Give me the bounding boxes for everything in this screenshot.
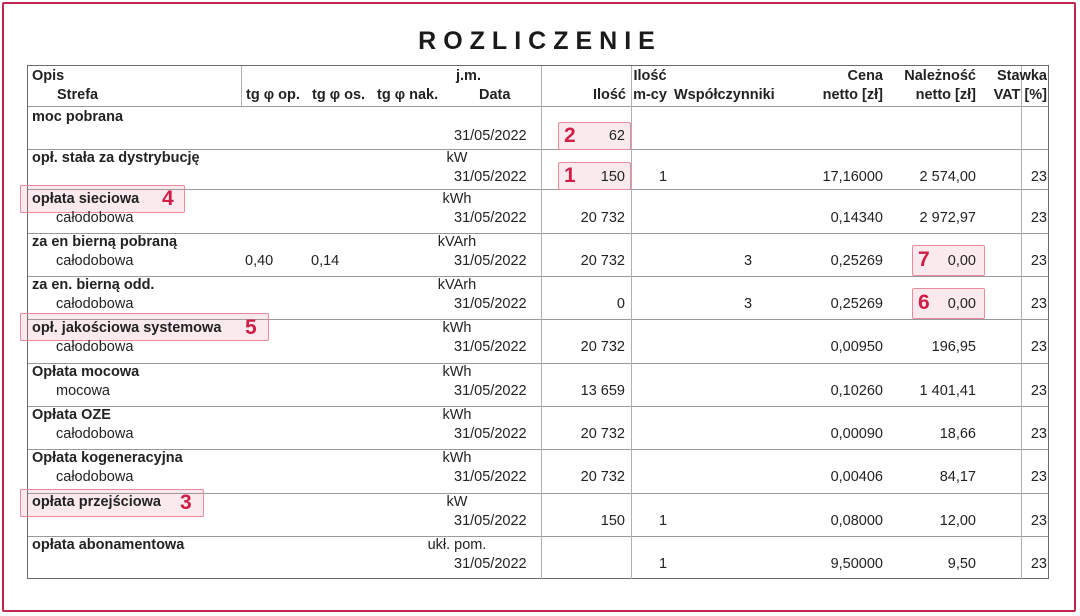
marker-5: 5 [245,316,257,339]
header-tg-os: tg φ os. [312,87,366,103]
cell-vat: 23 [1030,169,1047,185]
cell-zone: mocowa [56,383,110,399]
header-cena-1: Cena [847,68,883,84]
marker-4: 4 [162,187,174,210]
cell-amount: 2 574,00 [919,169,976,185]
cell-tg-os: 0,14 [311,253,340,269]
cell-jm: kW [446,150,468,166]
header-cena-2: netto [zł] [822,87,883,103]
cell-months: 1 [658,513,668,529]
cell-date: 31/05/2022 [454,128,527,144]
document-title: ROZLICZENIE [418,27,662,55]
marker-1: 1 [564,164,576,187]
cell-amount: 84,17 [939,469,976,485]
cell-jm: kVArh [437,277,477,293]
header-stawka-2: VAT [%] [993,87,1047,103]
cell-vat: 23 [1030,339,1047,355]
cell-name: Opłata kogeneracyjna [32,450,183,466]
cell-price: 0,10260 [830,383,883,399]
cell-amount: 0,00 [947,253,976,269]
cell-amount: 1 401,41 [919,383,976,399]
cell-qty: 62 [608,128,625,144]
cell-date: 31/05/2022 [454,426,527,442]
cell-price: 0,00950 [830,339,883,355]
cell-price: 17,16000 [822,169,883,185]
cell-price: 0,25269 [830,253,883,269]
cell-jm: kW [446,494,468,510]
cell-jm: kWh [442,407,472,423]
cell-qty: 20 732 [580,253,625,269]
header-data: Data [479,87,511,103]
cell-jm: ukł. pom. [427,537,487,553]
marker-6: 6 [918,291,930,314]
cell-jm: kWh [442,191,472,207]
cell-zone: całodobowa [56,296,134,312]
cell-price: 0,00090 [830,426,883,442]
cell-vat: 23 [1030,426,1047,442]
cell-date: 31/05/2022 [454,169,527,185]
cell-vat: 23 [1030,469,1047,485]
cell-name: Opłata OZE [32,407,111,423]
cell-date: 31/05/2022 [454,339,527,355]
cell-name: opłata przejściowa [32,494,161,510]
cell-date: 31/05/2022 [454,253,527,269]
cell-amount: 0,00 [947,296,976,312]
cell-qty: 150 [600,169,625,185]
cell-vat: 23 [1030,513,1047,529]
cell-name: opłata abonamentowa [32,537,185,553]
cell-zone: całodobowa [56,253,134,269]
cell-date: 31/05/2022 [454,210,527,226]
header-tg-nak: tg φ nak. [377,87,439,103]
cell-qty: 20 732 [580,426,625,442]
cell-jm: kWh [442,450,472,466]
header-strefa: Strefa [57,87,99,103]
marker-3: 3 [180,491,192,514]
cell-coef: 3 [743,296,753,312]
cell-zone: całodobowa [56,339,134,355]
cell-qty: 0 [616,296,625,312]
cell-jm: kWh [442,364,472,380]
cell-amount: 2 972,97 [919,210,976,226]
cell-months: 1 [658,169,668,185]
cell-date: 31/05/2022 [454,469,527,485]
cell-coef: 3 [743,253,753,269]
cell-name: Opłata mocowa [32,364,140,380]
cell-vat: 23 [1030,383,1047,399]
cell-amount: 12,00 [939,513,976,529]
cell-vat: 23 [1030,210,1047,226]
cell-vat: 23 [1030,296,1047,312]
cell-qty: 20 732 [580,469,625,485]
cell-name: opł. jakościowa systemowa [32,320,222,336]
cell-price: 0,08000 [830,513,883,529]
header-naleznosc-2: netto [zł] [915,87,976,103]
cell-qty: 20 732 [580,339,625,355]
cell-zone: całodobowa [56,426,134,442]
cell-date: 31/05/2022 [454,383,527,399]
cell-vat: 23 [1030,556,1047,572]
cell-date: 31/05/2022 [454,556,527,572]
header-ilosc-mcy-1: Ilość [633,68,667,84]
cell-tg-op: 0,40 [245,253,274,269]
cell-vat: 23 [1030,253,1047,269]
cell-zone: całodobowa [56,210,134,226]
header-tg-op: tg φ op. [246,87,300,103]
cell-date: 31/05/2022 [454,296,527,312]
marker-7: 7 [918,248,930,271]
cell-amount: 196,95 [931,339,976,355]
cell-qty: 20 732 [580,210,625,226]
cell-price: 9,50000 [830,556,883,572]
cell-name: moc pobrana [32,109,124,125]
cell-amount: 18,66 [939,426,976,442]
cell-name: za en. bierną odd. [32,277,155,293]
cell-price: 0,25269 [830,296,883,312]
cell-name: opłata sieciowa [32,191,140,207]
cell-name: opł. stała za dystrybucję [32,150,200,166]
cell-price: 0,00406 [830,469,883,485]
cell-jm: kVArh [437,234,477,250]
cell-zone: całodobowa [56,469,134,485]
cell-date: 31/05/2022 [454,513,527,529]
cell-amount: 9,50 [947,556,976,572]
header-opis: Opis [32,68,65,84]
cell-name: za en bierną pobraną [32,234,178,250]
header-wspolczynniki: Współczynniki [674,87,775,103]
cell-qty: 150 [600,513,625,529]
header-jm: j.m. [456,68,481,84]
cell-price: 0,14340 [830,210,883,226]
cell-jm: kWh [442,320,472,336]
header-naleznosc-1: Należność [904,68,976,84]
settlement-table [27,65,1049,579]
header-ilosc-mcy-2: m-cy [633,87,667,103]
header-ilosc: Ilość [592,87,626,103]
cell-months: 1 [658,556,668,572]
header-stawka-1: Stawka [997,68,1047,84]
cell-qty: 13 659 [580,383,625,399]
marker-2: 2 [564,124,576,147]
